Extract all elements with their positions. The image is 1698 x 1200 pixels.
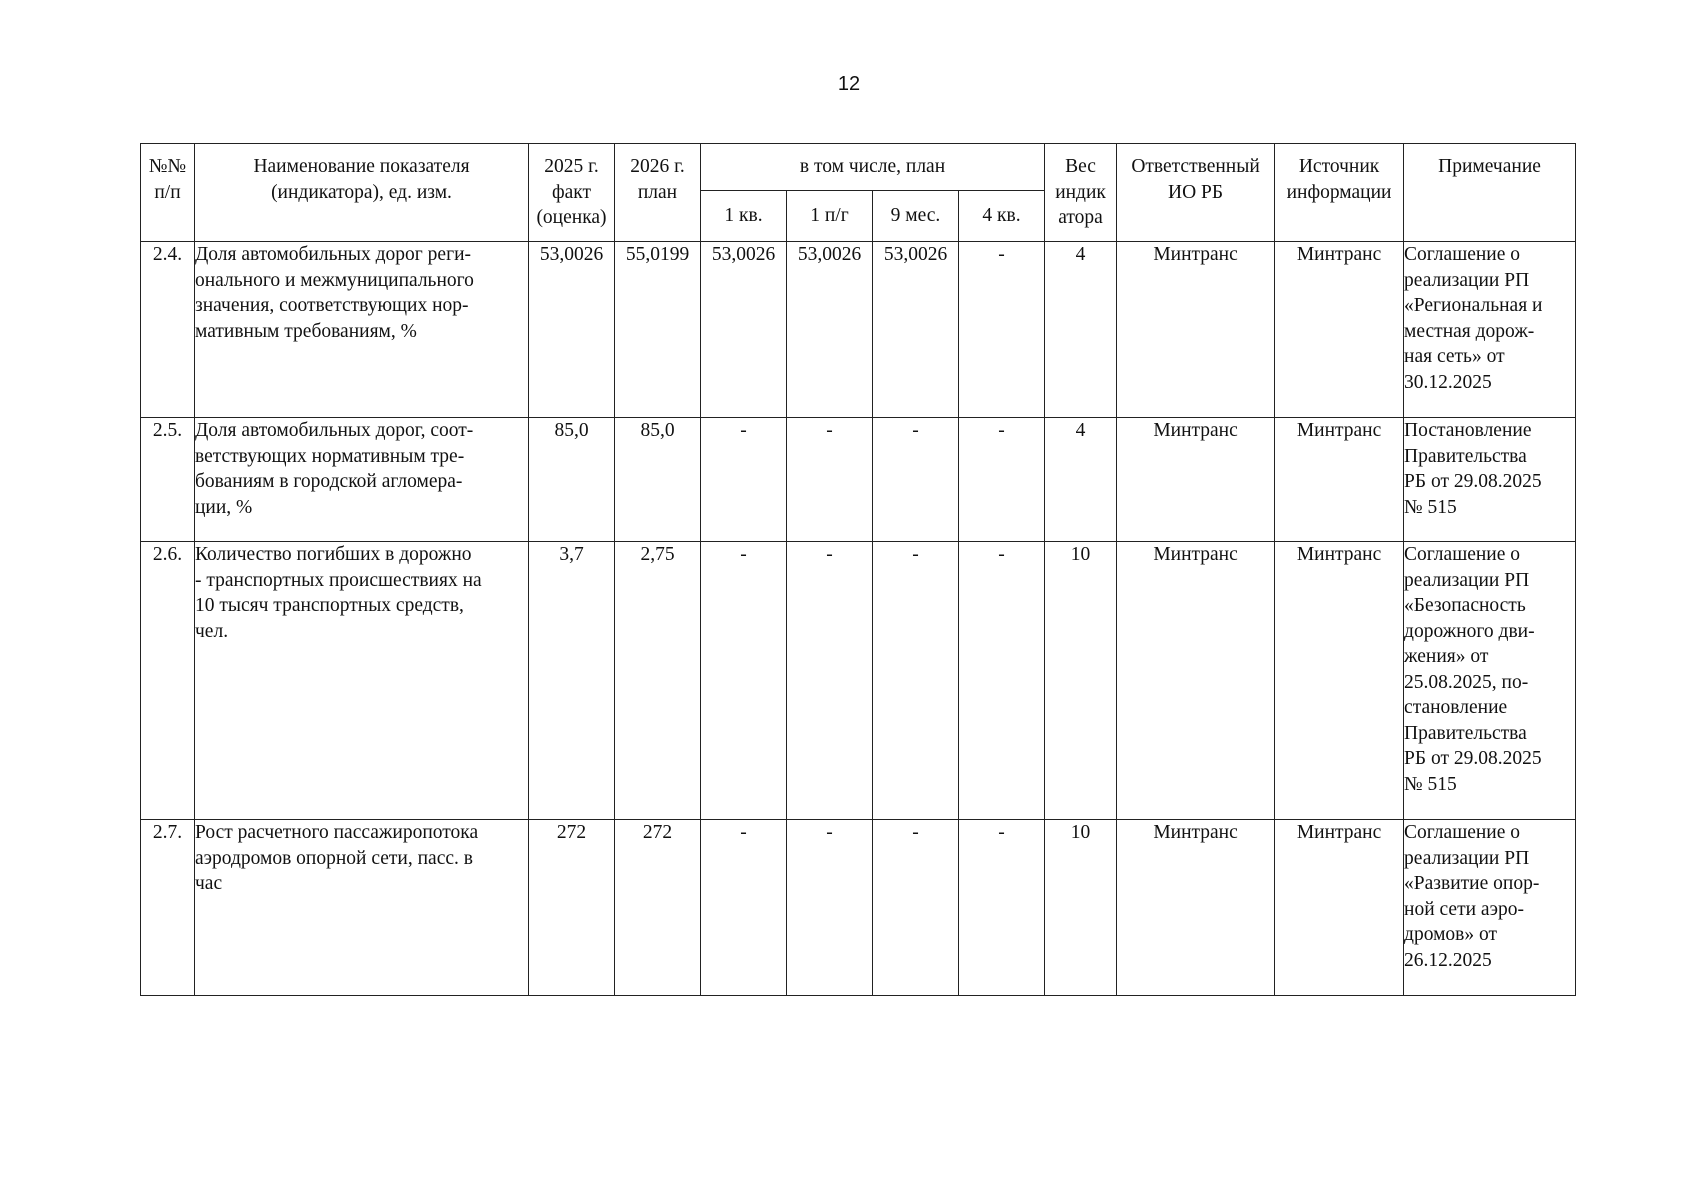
table-row	[141, 542, 1576, 820]
indicator-name: Рост расчетного пассажиропотока аэродромов опорной сети, пасс. в час	[195, 820, 529, 996]
fact-2025: 3,7	[529, 542, 615, 820]
indicator-weight: 10	[1045, 542, 1117, 820]
plan-9m: -	[873, 542, 959, 820]
note: Постановление Правительства РБ от 29.08.2025 № 515	[1404, 418, 1576, 542]
indicators-table	[140, 143, 1576, 996]
row-number: 2.4.	[141, 242, 195, 418]
plan-9m: 53,0026	[873, 242, 959, 418]
fact-2025: 85,0	[529, 418, 615, 542]
plan-h1: -	[787, 418, 873, 542]
indicator-name: Количество погибших в дорожно - транспортных происшествиях на 10 тысяч транспортных средств, чел.	[195, 542, 529, 820]
col-header-plan-group: в том числе, план	[701, 144, 1045, 191]
indicator-weight: 4	[1045, 418, 1117, 542]
col-header-q4: 4 кв.	[959, 191, 1045, 242]
table-row	[141, 418, 1576, 542]
indicator-weight: 10	[1045, 820, 1117, 996]
col-header-responsible: Ответственный ИО РБ	[1117, 144, 1275, 242]
col-header-fact-2025: 2025 г. факт (оценка)	[529, 144, 615, 242]
plan-q4: -	[959, 418, 1045, 542]
plan-q1: -	[701, 542, 787, 820]
plan-9m: -	[873, 820, 959, 996]
responsible: Минтранс	[1117, 542, 1275, 820]
col-header-name: Наименование показателя (индикатора), ед. изм.	[195, 144, 529, 242]
plan-h1: -	[787, 820, 873, 996]
col-header-number: №№ п/п	[141, 144, 195, 242]
table-row	[141, 242, 1576, 418]
plan-q4: -	[959, 542, 1045, 820]
plan-9m: -	[873, 418, 959, 542]
row-number: 2.5.	[141, 418, 195, 542]
fact-2025: 53,0026	[529, 242, 615, 418]
responsible: Минтранс	[1117, 820, 1275, 996]
plan-q4: -	[959, 820, 1045, 996]
col-header-plan-2026: 2026 г. план	[615, 144, 701, 242]
source: Минтранс	[1275, 542, 1404, 820]
plan-q1: -	[701, 820, 787, 996]
source: Минтранс	[1275, 242, 1404, 418]
header-row	[141, 144, 1576, 191]
col-header-weight: Вес индик атора	[1045, 144, 1117, 242]
note: Соглашение о реализации РП «Безопасность дорожного дви- жения» от 25.08.2025, по- становление Правительства РБ от 29.08.2025 № 515	[1404, 542, 1576, 820]
note: Соглашение о реализации РП «Региональная и местная дорож- ная сеть» от 30.12.2025	[1404, 242, 1576, 418]
plan-h1: 53,0026	[787, 242, 873, 418]
col-header-9m: 9 мес.	[873, 191, 959, 242]
responsible: Минтранс	[1117, 418, 1275, 542]
plan-2026: 55,0199	[615, 242, 701, 418]
indicator-name: Доля автомобильных дорог реги- онального и межмуниципального значения, соответствующих нор- мативным требованиям, %	[195, 242, 529, 418]
plan-q1: 53,0026	[701, 242, 787, 418]
plan-q4: -	[959, 242, 1045, 418]
table-row	[141, 820, 1576, 996]
indicator-name: Доля автомобильных дорог, соот- ветствующих нормативным тре- бованиям в городской агломера- ции, %	[195, 418, 529, 542]
plan-2026: 2,75	[615, 542, 701, 820]
note: Соглашение о реализации РП «Развитие опор- ной сети аэро- дромов» от 26.12.2025	[1404, 820, 1576, 996]
col-header-note: Примечание	[1404, 144, 1576, 242]
plan-h1: -	[787, 542, 873, 820]
col-header-q1: 1 кв.	[701, 191, 787, 242]
source: Минтранс	[1275, 820, 1404, 996]
col-header-source: Источник информации	[1275, 144, 1404, 242]
responsible: Минтранс	[1117, 242, 1275, 418]
plan-2026: 85,0	[615, 418, 701, 542]
row-number: 2.7.	[141, 820, 195, 996]
indicator-weight: 4	[1045, 242, 1117, 418]
source: Минтранс	[1275, 418, 1404, 542]
page-number: 12	[837, 73, 861, 95]
plan-2026: 272	[615, 820, 701, 996]
row-number: 2.6.	[141, 542, 195, 820]
col-header-h1: 1 п/г	[787, 191, 873, 242]
plan-q1: -	[701, 418, 787, 542]
fact-2025: 272	[529, 820, 615, 996]
